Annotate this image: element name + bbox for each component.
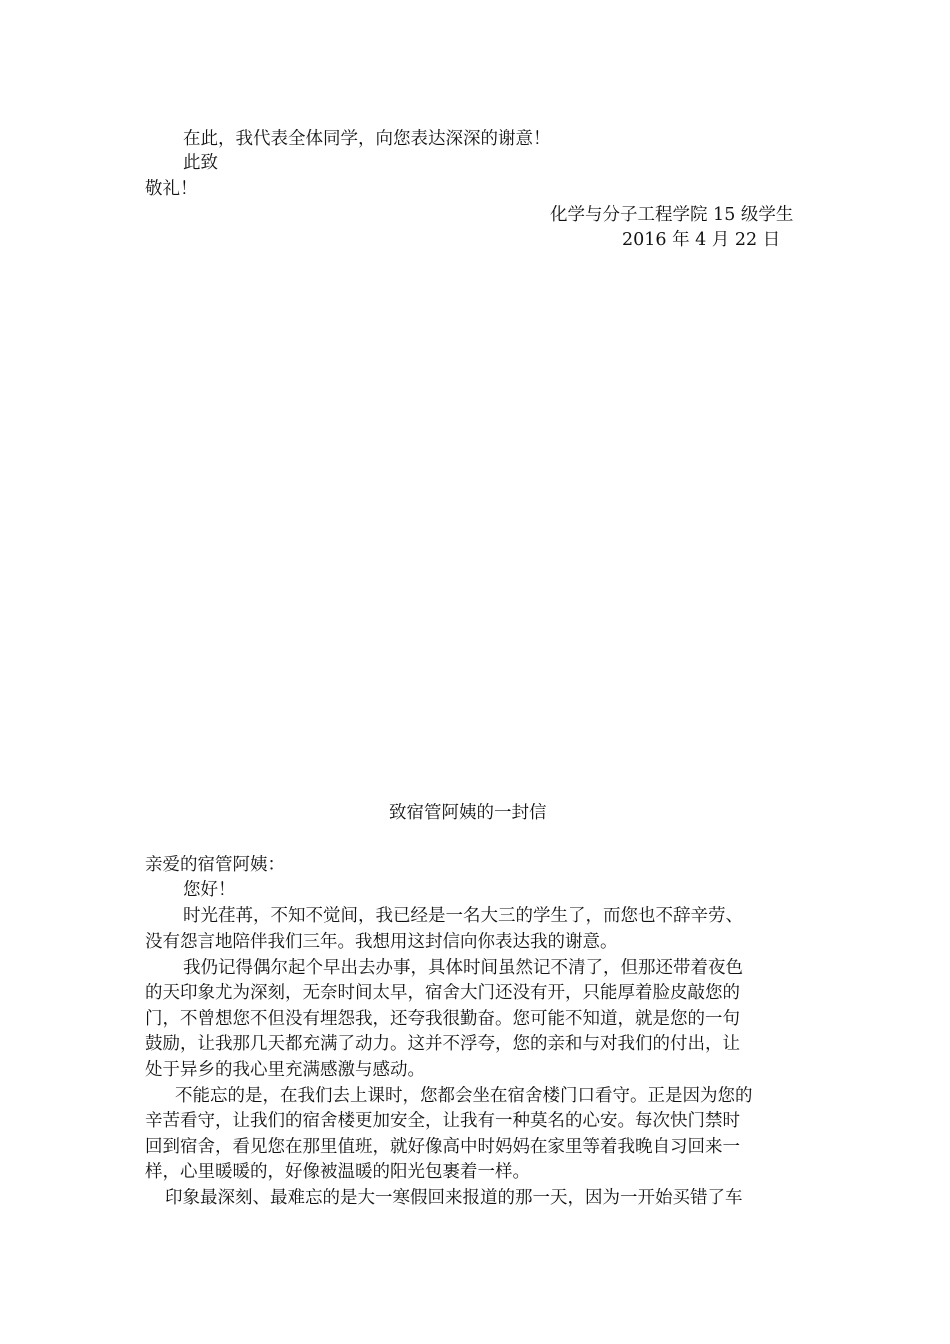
signature-organization: 化学与分子工程学院 15 级学生 [550,205,794,225]
letter-line: 没有怨言地陪伴我们三年。我想用这封信向你表达我的谢意。 [145,932,618,952]
letter-line: 辛苦看守，让我们的宿舍楼更加安全，让我有一种莫名的心安。每次快门禁时 [145,1111,740,1131]
letter-line: 我仍记得偶尔起个早出去办事，具体时间虽然记不清了，但那还带着夜色 [183,958,743,978]
letter-line: 的天印象尤为深刻，无奈时间太早，宿舍大门还没有开，只能厚着脸皮敲您的 [145,983,740,1003]
letter-addressee: 亲爱的宿管阿姨： [145,855,285,875]
salutation-jing-li: 敬礼！ [145,179,198,199]
letter-line: 样，心里暖暖的，好像被温暖的阳光包裹着一样。 [145,1162,530,1182]
closing-line: 在此，我代表全体同学，向您表达深深的谢意！ [183,129,551,149]
salutation-ci-zhi: 此致 [183,153,218,173]
letter-line: 鼓励，让我那几天都充满了动力。这并不浮夸，您的亲和与对我们的付出，让 [145,1034,740,1054]
signature-date: 2016 年 4 月 22 日 [622,230,781,250]
letter-line: 时光荏苒，不知不觉间，我已经是一名大三的学生了，而您也不辞辛劳、 [183,906,743,926]
letter-line: 门，不曾想您不但没有埋怨我，还夸我很勤奋。您可能不知道，就是您的一句 [145,1009,740,1029]
letter-line: 处于异乡的我心里充满感激与感动。 [145,1060,425,1080]
letter-title: 致宿管阿姨的一封信 [389,803,547,823]
letter-line: 回到宿舍，看见您在那里值班，就好像高中时妈妈在家里等着我晚自习回来一 [145,1137,740,1157]
letter-line: 不能忘的是，在我们去上课时，您都会坐在宿舍楼门口看守。正是因为您的 [175,1086,753,1106]
letter-greeting: 您好！ [183,880,236,900]
letter-line: 印象最深刻、最难忘的是大一寒假回来报道的那一天，因为一开始买错了车 [165,1188,743,1208]
